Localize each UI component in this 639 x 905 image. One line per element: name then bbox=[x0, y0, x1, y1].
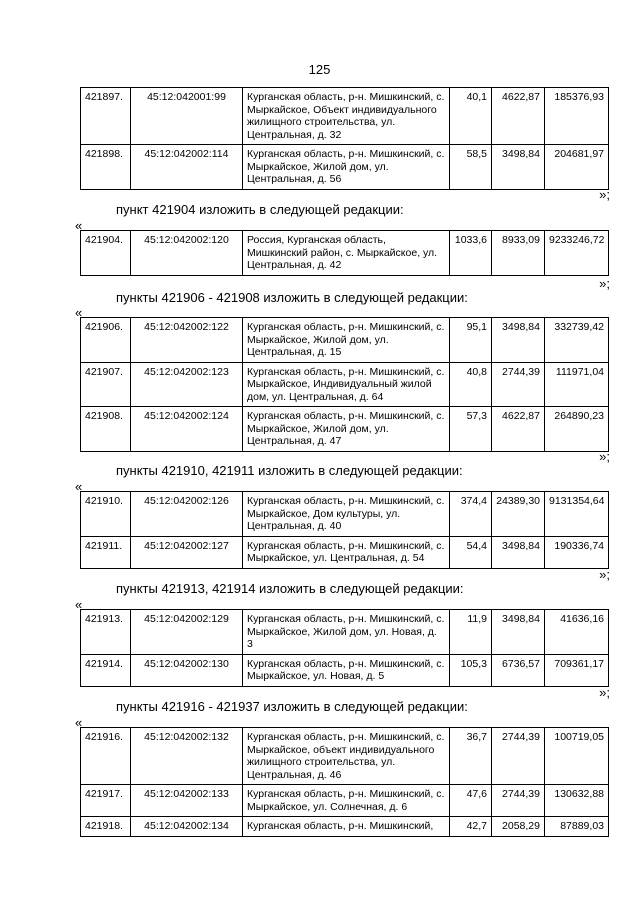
item-number: 421897. bbox=[81, 88, 131, 145]
table-row bbox=[81, 231, 609, 276]
value: 87889,03 bbox=[545, 817, 609, 837]
value: 332739,42 bbox=[545, 318, 609, 363]
cadastral-number: 45:12:042002:123 bbox=[131, 362, 243, 407]
table-row bbox=[81, 817, 609, 837]
open-quote-mark: « bbox=[75, 218, 83, 233]
item-number: 421906. bbox=[81, 318, 131, 363]
address: Курганская область, р-н. Мишкинский, с. Мыркайское, ул. Новая, д. 5 bbox=[243, 654, 450, 686]
area: 36,7 bbox=[450, 728, 492, 785]
close-quote-mark: »; bbox=[599, 276, 610, 291]
item-number: 421914. bbox=[81, 654, 131, 686]
area: 95,1 bbox=[450, 318, 492, 363]
value: 100719,05 bbox=[545, 728, 609, 785]
open-quote-mark: « bbox=[75, 479, 83, 494]
area: 40,8 bbox=[450, 362, 492, 407]
cadastral-number: 45:12:042002:132 bbox=[131, 728, 243, 785]
rate: 2744,39 bbox=[492, 785, 545, 817]
area: 11,9 bbox=[450, 610, 492, 655]
area: 58,5 bbox=[450, 145, 492, 190]
table-row bbox=[81, 318, 609, 363]
rate: 3498,84 bbox=[492, 318, 545, 363]
amendment-instruction: пункты 421913, 421914 изложить в следующей редакции: bbox=[116, 581, 464, 596]
cadastral-number: 45:12:042002:127 bbox=[131, 536, 243, 568]
item-number: 421918. bbox=[81, 817, 131, 837]
item-number: 421898. bbox=[81, 145, 131, 190]
area: 57,3 bbox=[450, 407, 492, 452]
address: Курганская область, р-н. Мишкинский, с. Мыркайское, Индивидуальный жилой дом, ул. Центральная, д. 64 bbox=[243, 362, 450, 407]
open-quote-mark: « bbox=[75, 305, 83, 320]
table-row bbox=[81, 654, 609, 686]
address: Россия, Курганская область, Мишкинский район, с. Мыркайское, ул. Центральная, д. 42 bbox=[243, 231, 450, 276]
close-quote-mark: »; bbox=[599, 187, 610, 202]
item-number: 421913. bbox=[81, 610, 131, 655]
cadastral-number: 45:12:042002:114 bbox=[131, 145, 243, 190]
value: 185376,93 bbox=[545, 88, 609, 145]
address: Курганская область, р-н. Мишкинский, с. Мыркайское, Жилой дом, ул. Центральная, д. 47 bbox=[243, 407, 450, 452]
value: 41636,16 bbox=[545, 610, 609, 655]
cadastral-number: 45:12:042002:130 bbox=[131, 654, 243, 686]
table-row bbox=[81, 536, 609, 568]
open-quote-mark: « bbox=[75, 597, 83, 612]
table-row bbox=[81, 88, 609, 145]
value: 709361,17 bbox=[545, 654, 609, 686]
cadastral-number: 45:12:042001:99 bbox=[131, 88, 243, 145]
value: 190336,74 bbox=[545, 536, 609, 568]
area: 374,4 bbox=[450, 492, 492, 537]
address: Курганская область, р-н. Мишкинский, с. Мыркайское, ул. Центральная, д. 54 bbox=[243, 536, 450, 568]
area: 42,7 bbox=[450, 817, 492, 837]
rate: 6736,57 bbox=[492, 654, 545, 686]
cadastral-number: 45:12:042002:126 bbox=[131, 492, 243, 537]
table-row bbox=[81, 145, 609, 190]
item-number: 421907. bbox=[81, 362, 131, 407]
item-number: 421916. bbox=[81, 728, 131, 785]
value: 264890,23 bbox=[545, 407, 609, 452]
address: Курганская область, р-н. Мишкинский, bbox=[243, 817, 450, 837]
cadastral-number: 45:12:042002:133 bbox=[131, 785, 243, 817]
property-table bbox=[80, 491, 609, 569]
cadastral-number: 45:12:042002:129 bbox=[131, 610, 243, 655]
cadastral-number: 45:12:042002:120 bbox=[131, 231, 243, 276]
address: Курганская область, р-н. Мишкинский, с. Мыркайское, Дом культуры, ул. Центральная, д. 40 bbox=[243, 492, 450, 537]
amendment-instruction: пункты 421916 - 421937 изложить в следующей редакции: bbox=[116, 699, 468, 714]
area: 40,1 bbox=[450, 88, 492, 145]
item-number: 421917. bbox=[81, 785, 131, 817]
rate: 4622,87 bbox=[492, 407, 545, 452]
property-table bbox=[80, 317, 609, 452]
item-number: 421911. bbox=[81, 536, 131, 568]
item-number: 421910. bbox=[81, 492, 131, 537]
value: 9233246,72 bbox=[545, 231, 609, 276]
item-number: 421908. bbox=[81, 407, 131, 452]
close-quote-mark: »; bbox=[599, 449, 610, 464]
address: Курганская область, р-н. Мишкинский, с. Мыркайское, Жилой дом, ул. Новая, д. 3 bbox=[243, 610, 450, 655]
address: Курганская область, р-н. Мишкинский, с. Мыркайское, Объект индивидуального жилищного строительства, ул. Центральная, д. 32 bbox=[243, 88, 450, 145]
rate: 2744,39 bbox=[492, 728, 545, 785]
area: 105,3 bbox=[450, 654, 492, 686]
rate: 3498,84 bbox=[492, 536, 545, 568]
table-row bbox=[81, 492, 609, 537]
rate: 8933,09 bbox=[492, 231, 545, 276]
cadastral-number: 45:12:042002:134 bbox=[131, 817, 243, 837]
area: 47,6 bbox=[450, 785, 492, 817]
address: Курганская область, р-н. Мишкинский, с. Мыркайское, Жилой дом, ул. Центральная, д. 15 bbox=[243, 318, 450, 363]
amendment-instruction: пункты 421906 - 421908 изложить в следующей редакции: bbox=[116, 290, 468, 305]
rate: 24389,30 bbox=[492, 492, 545, 537]
value: 204681,97 bbox=[545, 145, 609, 190]
value: 130632,88 bbox=[545, 785, 609, 817]
address: Курганская область, р-н. Мишкинский, с. Мыркайское, ул. Солнечная, д. 6 bbox=[243, 785, 450, 817]
property-table bbox=[80, 230, 609, 276]
table-row bbox=[81, 785, 609, 817]
rate: 3498,84 bbox=[492, 610, 545, 655]
close-quote-mark: »; bbox=[599, 685, 610, 700]
address: Курганская область, р-н. Мишкинский, с. Мыркайское, объект индивидуального жилищного строительства, ул. Центральная, д. 46 bbox=[243, 728, 450, 785]
rate: 2744,39 bbox=[492, 362, 545, 407]
property-table bbox=[80, 609, 609, 687]
cadastral-number: 45:12:042002:124 bbox=[131, 407, 243, 452]
property-table bbox=[80, 87, 609, 190]
rate: 2058,29 bbox=[492, 817, 545, 837]
open-quote-mark: « bbox=[75, 715, 83, 730]
page-number: 125 bbox=[308, 62, 331, 77]
close-quote-mark: »; bbox=[599, 567, 610, 582]
item-number: 421904. bbox=[81, 231, 131, 276]
rate: 4622,87 bbox=[492, 88, 545, 145]
property-table bbox=[80, 727, 609, 837]
value: 111971,04 bbox=[545, 362, 609, 407]
cadastral-number: 45:12:042002:122 bbox=[131, 318, 243, 363]
address: Курганская область, р-н. Мишкинский, с. Мыркайское, Жилой дом, ул. Центральная, д. 56 bbox=[243, 145, 450, 190]
amendment-instruction: пункты 421910, 421911 изложить в следующей редакции: bbox=[116, 463, 463, 478]
value: 9131354,64 bbox=[545, 492, 609, 537]
area: 1033,6 bbox=[450, 231, 492, 276]
table-row bbox=[81, 728, 609, 785]
amendment-instruction: пункт 421904 изложить в следующей редакции: bbox=[116, 202, 404, 217]
table-row bbox=[81, 362, 609, 407]
area: 54,4 bbox=[450, 536, 492, 568]
table-row bbox=[81, 610, 609, 655]
rate: 3498,84 bbox=[492, 145, 545, 190]
table-row bbox=[81, 407, 609, 452]
